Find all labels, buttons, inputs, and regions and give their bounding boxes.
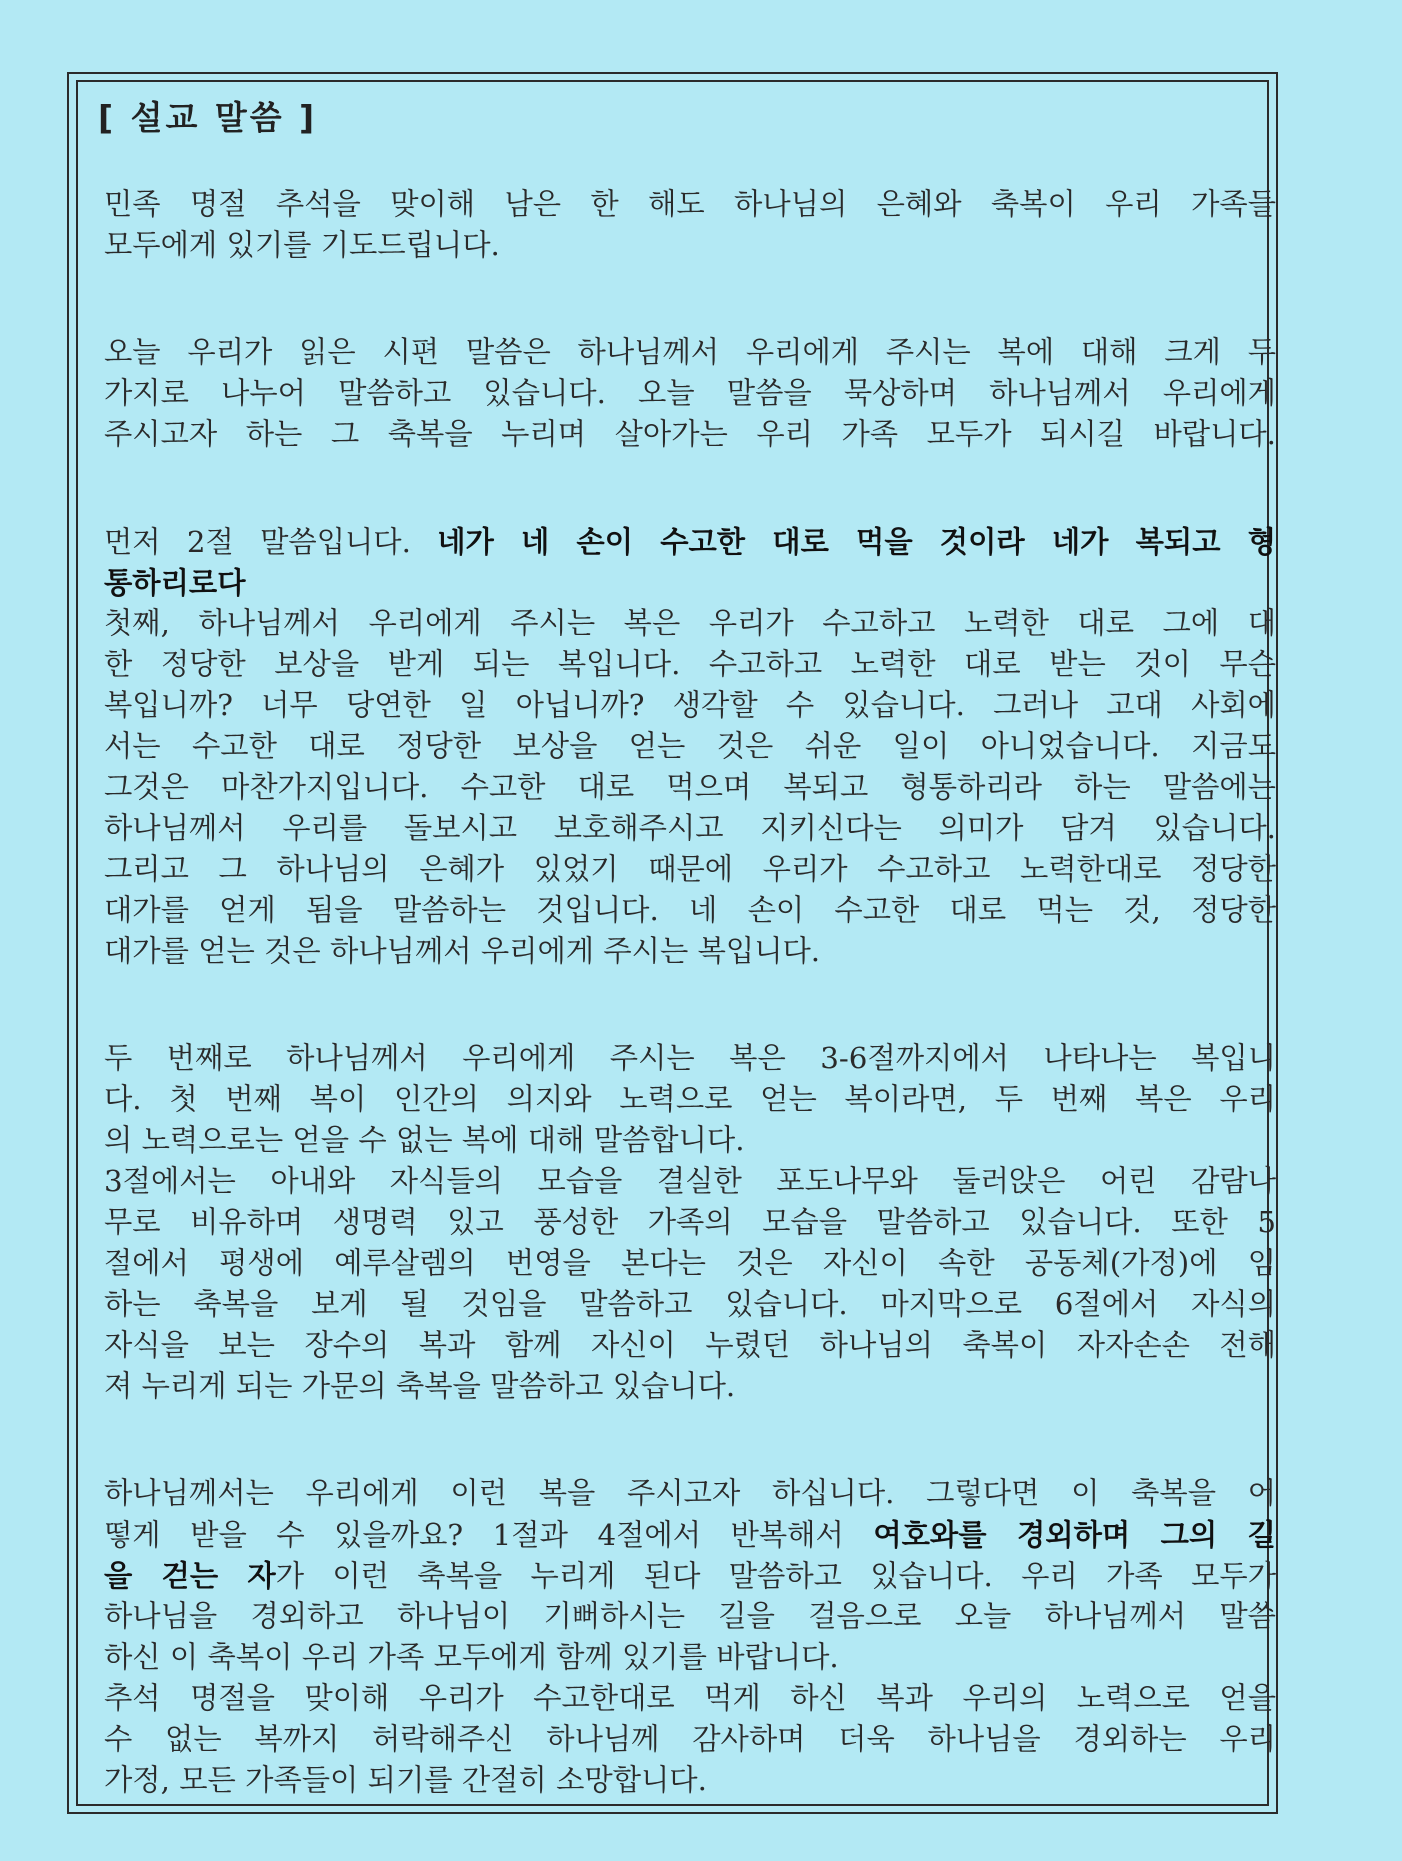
text-line bbox=[104, 414, 1276, 455]
line-text: 하는 축복을 보게 될 것임을 말씀하고 있습니다. 마지막으로 6절에서 자식의 bbox=[104, 1287, 1276, 1321]
text-line bbox=[104, 1079, 1276, 1120]
text-line bbox=[104, 562, 1276, 603]
line-text: 자식을 보는 장수의 복과 함께 자신이 누렸던 하나님의 축복이 자자손손 전해 bbox=[104, 1328, 1276, 1362]
text-line bbox=[104, 1760, 1276, 1801]
line-text: 수 없는 복까지 허락해주신 하나님께 감사하며 더욱 하나님을 경외하는 우리 bbox=[104, 1722, 1276, 1756]
paragraph bbox=[104, 1038, 1276, 1407]
paragraph bbox=[104, 1473, 1276, 1801]
paragraph-gap bbox=[104, 1407, 1276, 1473]
text-line bbox=[104, 1719, 1276, 1760]
sermon-body bbox=[104, 184, 1276, 1801]
line-text: 그리고 그 하나님의 은혜가 있었기 때문에 우리가 수고하고 노력한대로 정당한 bbox=[104, 852, 1276, 886]
line-text: 가정, 모든 가족들이 되기를 간절히 소망합니다. bbox=[104, 1763, 707, 1797]
text-line bbox=[104, 373, 1276, 414]
bold-scripture-text: 통하리로다 bbox=[104, 565, 246, 600]
text-line bbox=[104, 644, 1276, 685]
bold-scripture-text: 네가 네 손이 수고한 대로 먹을 것이라 네가 복되고 형 bbox=[437, 524, 1276, 559]
text-line bbox=[104, 1284, 1276, 1325]
text-line bbox=[104, 849, 1276, 890]
text-line bbox=[104, 184, 1276, 225]
paragraph bbox=[104, 521, 1276, 972]
line-text: 무로 비유하며 생명력 있고 풍성한 가족의 모습을 말씀하고 있습니다. 또한 5 bbox=[104, 1205, 1276, 1239]
line-text: 민족 명절 추석을 맞이해 남은 한 해도 하나님의 은혜와 축복이 우리 가족들 bbox=[104, 187, 1276, 221]
line-text: 먼저 2절 말씀입니다. bbox=[104, 525, 438, 559]
line-text: 하신 이 축복이 우리 가족 모두에게 함께 있기를 바랍니다. bbox=[104, 1640, 839, 1674]
text-line bbox=[104, 1637, 1276, 1678]
text-line bbox=[104, 726, 1276, 767]
text-line bbox=[104, 225, 1276, 266]
paragraph-gap bbox=[104, 972, 1276, 1038]
line-text: 두 번째로 하나님께서 우리에게 주시는 복은 3-6절까지에서 나타나는 복입니 bbox=[104, 1041, 1276, 1075]
line-text: 대가를 얻게 됨을 말씀하는 것입니다. 네 손이 수고한 대로 먹는 것, 정당한 bbox=[104, 893, 1276, 927]
line-text: 3절에서는 아내와 자식들의 모습을 결실한 포도나무와 둘러앉은 어린 감람나 bbox=[104, 1164, 1276, 1198]
line-text: 한 정당한 보상을 받게 되는 복입니다. 수고하고 노력한 대로 받는 것이 무슨 bbox=[104, 647, 1276, 681]
text-line bbox=[104, 1120, 1276, 1161]
line-text: 가지로 나누어 말씀하고 있습니다. 오늘 말씀을 묵상하며 하나님께서 우리에게 bbox=[104, 376, 1276, 410]
text-line bbox=[104, 603, 1276, 644]
text-line bbox=[104, 1555, 1276, 1596]
line-text: 하나님께서 우리를 돌보시고 보호해주시고 지키신다는 의미가 담겨 있습니다. bbox=[104, 811, 1276, 845]
text-line bbox=[104, 1202, 1276, 1243]
line-text: 떻게 받을 수 있을까요? 1절과 4절에서 반복해서 bbox=[104, 1518, 874, 1552]
line-text: 첫째, 하나님께서 우리에게 주시는 복은 우리가 수고하고 노력한 대로 그에 대 bbox=[104, 606, 1276, 640]
text-line bbox=[104, 1038, 1276, 1079]
line-text: 대가를 얻는 것은 하나님께서 우리에게 주시는 복입니다. bbox=[104, 934, 821, 968]
sermon-title: [ 설교 말씀 ] bbox=[98, 98, 318, 137]
line-text: 가 이런 축복을 누리게 된다 말씀하고 있습니다. 우리 가족 모두가 bbox=[275, 1559, 1276, 1593]
text-line bbox=[104, 1325, 1276, 1366]
line-text: 져 누리게 되는 가문의 축복을 말씀하고 있습니다. bbox=[104, 1369, 736, 1403]
line-text: 서는 수고한 대로 정당한 보상을 얻는 것은 쉬운 일이 아니었습니다. 지금도 bbox=[104, 729, 1276, 763]
paragraph-gap bbox=[104, 266, 1276, 332]
line-text: 의 노력으로는 얻을 수 없는 복에 대해 말씀합니다. bbox=[104, 1123, 745, 1157]
text-line bbox=[104, 931, 1276, 972]
paragraph bbox=[104, 332, 1276, 455]
text-line bbox=[104, 685, 1276, 726]
line-text: 그것은 마찬가지입니다. 수고한 대로 먹으며 복되고 형통하리라 하는 말씀에는 bbox=[104, 770, 1276, 804]
text-line bbox=[104, 1473, 1276, 1514]
line-text: 다. 첫 번째 복이 인간의 의지와 노력으로 얻는 복이라면, 두 번째 복은 우리 bbox=[104, 1082, 1276, 1116]
paragraph bbox=[104, 184, 1276, 266]
text-line bbox=[104, 521, 1276, 562]
text-line bbox=[104, 890, 1276, 931]
line-text: 주시고자 하는 그 축복을 누리며 살아가는 우리 가족 모두가 되시길 바랍니다. bbox=[104, 417, 1276, 451]
line-text: 오늘 우리가 읽은 시편 말씀은 하나님께서 우리에게 주시는 복에 대해 크게 두 bbox=[104, 335, 1276, 369]
line-text: 추석 명절을 맞이해 우리가 수고한대로 먹게 하신 복과 우리의 노력으로 얻을 bbox=[104, 1681, 1276, 1715]
bold-scripture-text: 여호와를 경외하며 그의 길 bbox=[873, 1517, 1276, 1552]
text-line bbox=[104, 1678, 1276, 1719]
line-text: 복입니까? 너무 당연한 일 아닙니까? 생각할 수 있습니다. 그러나 고대 사회에 bbox=[104, 688, 1276, 722]
text-line bbox=[104, 808, 1276, 849]
text-line bbox=[104, 332, 1276, 373]
text-line bbox=[104, 1243, 1276, 1284]
line-text: 모두에게 있기를 기도드립니다. bbox=[104, 228, 500, 262]
text-line bbox=[104, 1161, 1276, 1202]
bold-scripture-text: 을 걷는 자 bbox=[104, 1558, 276, 1593]
line-text: 절에서 평생에 예루살렘의 번영을 본다는 것은 자신이 속한 공동체(가정)에 임 bbox=[104, 1246, 1276, 1280]
line-text: 하나님께서는 우리에게 이런 복을 주시고자 하십니다. 그렇다면 이 축복을 어 bbox=[104, 1476, 1276, 1510]
paragraph-gap bbox=[104, 455, 1276, 521]
text-line bbox=[104, 767, 1276, 808]
line-text: 하나님을 경외하고 하나님이 기뻐하시는 길을 걸음으로 오늘 하나님께서 말씀 bbox=[104, 1599, 1276, 1633]
text-line bbox=[104, 1366, 1276, 1407]
text-line bbox=[104, 1514, 1276, 1555]
text-line bbox=[104, 1596, 1276, 1637]
